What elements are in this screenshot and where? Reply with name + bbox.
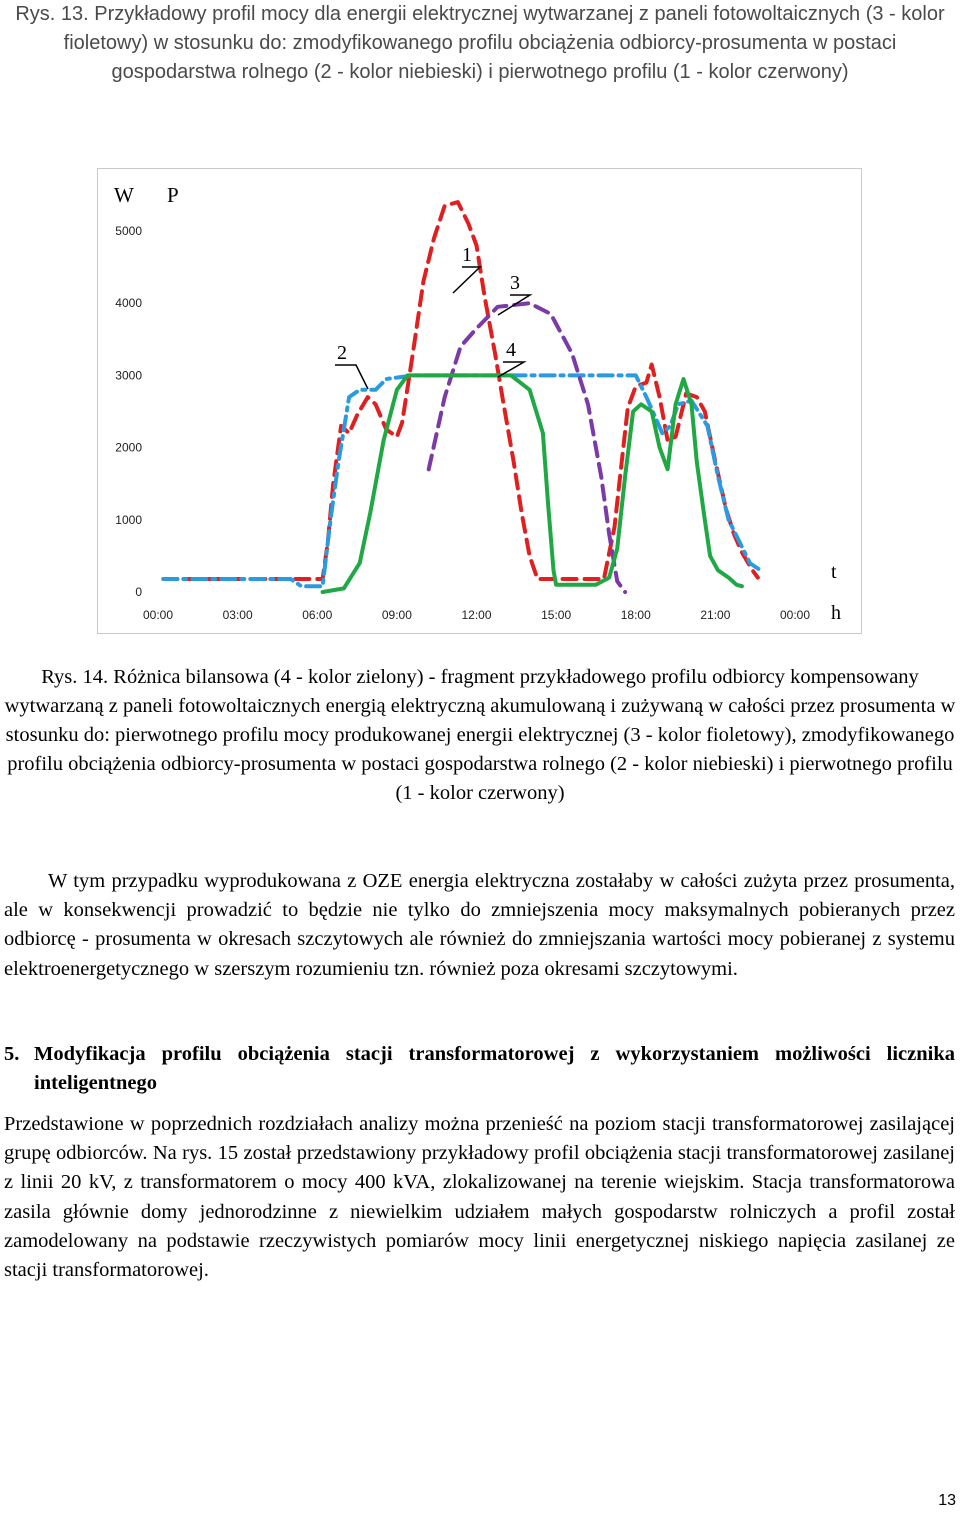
figure-14-caption: Rys. 14. Różnica bilansowa (4 - kolor zielony) - fragment przykładowego profilu odbiorcy kompensowany wytwarzaną z paneli fotowoltaicznych energią elektryczną akumulowaną i zużywaną w całości przez prosumenta w stosunku do: pierwotnego profilu mocy produkowanej energii elektrycznej (3 - kolor fioletowy), zmodyfikowanego profilu obciążenia odbiorcy-prosumenta w postaci gospodarstwa rolnego (2 - kolor niebieski) i pierwotnego profilu (1 - kolor czerwony) <box>4 666 956 804</box>
y-tick-label: 0 <box>135 585 142 599</box>
y-tick-label: 3000 <box>115 368 142 383</box>
x-axis-label-h: h <box>831 602 841 624</box>
section-5-heading <box>4 1040 955 1098</box>
y-tick-label: 5000 <box>115 224 142 238</box>
section-number: 5. <box>4 1043 20 1065</box>
page-number: 13 <box>938 1492 956 1509</box>
chart-svg <box>98 169 860 632</box>
series-number-label: 4 <box>506 339 516 361</box>
x-tick-label: 09:00 <box>381 608 412 622</box>
paragraph-oze-text: W tym przypadku wyprodukowana z OZE energia elektryczna zostałaby w całości zużyta przez prosumenta, ale w konsekwencji prowadzić to będzie nie tylko do zmniejszenia mocy maksymalnych pobieranych przez odbiorcę - prosumenta w okresach szczytowych ale również do zmniejszania wartości mocy pobieranej z systemu elektroenergetycznego w szerszym rozumieniu tzn. również poza okresami szczytowymi. <box>4 870 955 980</box>
series-line-2 <box>163 375 760 586</box>
series-number-label: 3 <box>510 272 520 294</box>
x-tick-label: 18:00 <box>620 608 651 622</box>
paragraph-oze <box>4 867 955 984</box>
figure-13-caption: Rys. 13. Przykładowy profil mocy dla energii elektrycznej wytwarzanej z paneli fotowoltaicznych (3 - kolor fioletowy) w stosunku do: zmodyfikowanego profilu obciążenia odbiorcy-prosumenta w postaci gospodarstwa rolnego (2 - kolor niebieski) i pierwotnego profilu (1 - kolor czerwony) <box>15 3 945 83</box>
x-tick-label: 12:00 <box>461 608 492 622</box>
x-tick-label: 00:00 <box>142 608 174 622</box>
series-leader-line <box>335 365 368 389</box>
section-title: Modyfikacja profilu obciążenia stacji transformatorowej z wykorzystaniem możliwości licznika inteligentnego <box>34 1043 955 1094</box>
y-axis-label-p: P <box>167 183 179 207</box>
x-tick-label: 03:00 <box>222 608 253 622</box>
x-axis-label-t: t <box>831 561 837 583</box>
y-tick-label: 2000 <box>115 440 142 455</box>
y-tick-label: 1000 <box>115 512 142 527</box>
series-line-1 <box>163 202 758 579</box>
figure-14-chart <box>97 168 862 634</box>
x-tick-label: 00:00 <box>779 608 811 622</box>
x-tick-label: 06:00 <box>302 608 333 622</box>
series-number-label: 1 <box>462 244 472 266</box>
series-number-label: 2 <box>337 342 347 364</box>
series-leader-line <box>453 267 480 293</box>
x-tick-label: 15:00 <box>541 608 572 622</box>
y-tick-label: 4000 <box>115 296 142 311</box>
y-axis-label-w: W <box>114 183 134 207</box>
x-tick-label: 21:00 <box>700 608 731 622</box>
paragraph-stacja: Przedstawione w poprzednich rozdziałach analizy można przenieść na poziom stacji transformatorowej zasilającej grupę odbiorców. Na rys. 15 został przedstawiony przykładowy profil obciążenia stacji transformatorowej zasilanej z linii 20 kV, z transformatorem o mocy 400 kVA, zlokalizowanej na terenie wiejskim. Stacja transformatorowa zasila głównie domy jednorodzinne z niewielkim udziałem małych gospodarstw rolniczych a profil został zamodelowany na podstawie rzeczywistych pomiarów mocy linii energetycznej niskiego napięcia zasilanej ze stacji transformatorowej. <box>4 1113 955 1282</box>
